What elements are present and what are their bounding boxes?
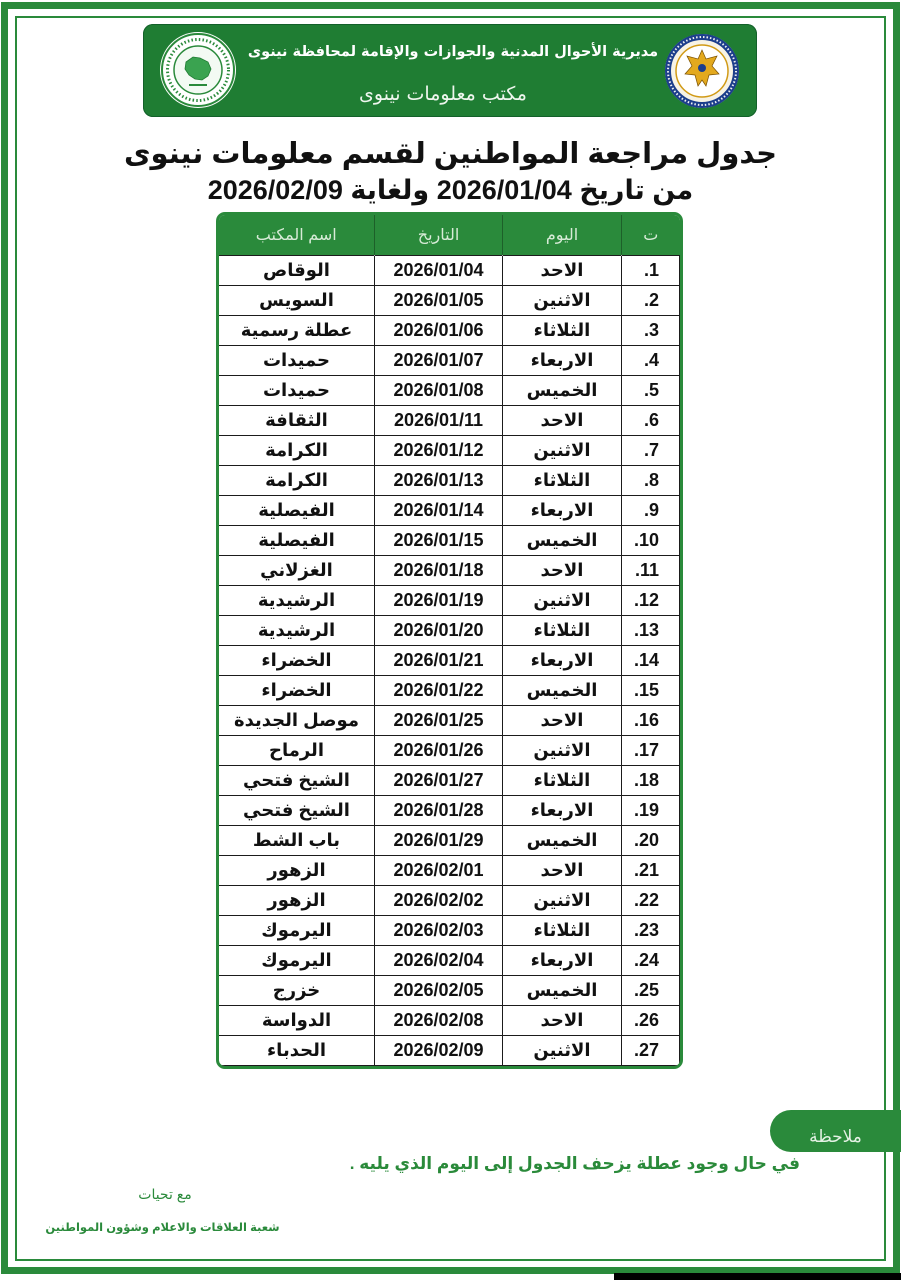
day-cell: الاثنين [503,1035,622,1065]
row-number-cell: 11. [622,555,680,585]
day-cell: الاثنين [503,885,622,915]
table-row [219,555,680,585]
office-cell: الدواسة [219,1005,375,1035]
row-number-cell: 17. [622,735,680,765]
office-cell: الخضراء [219,645,375,675]
row-number-cell: 4. [622,345,680,375]
office-cell: الخضراء [219,675,375,705]
note-label-badge: ملاحظة [770,1110,901,1152]
day-cell: الاثنين [503,285,622,315]
day-cell: الخميس [503,675,622,705]
row-number-cell: 20. [622,825,680,855]
table-row [219,285,680,315]
column-header-date: التاريخ [375,215,503,255]
table-row [219,1005,680,1035]
row-number-cell: 5. [622,375,680,405]
note-text: في حال وجود عطلة يزحف الجدول إلى اليوم الذي يليه . [349,1154,800,1173]
row-number-cell: 24. [622,945,680,975]
office-cell: حميدات [219,345,375,375]
table-row [219,705,680,735]
header-row [219,215,680,255]
date-cell: 2026/02/05 [375,975,503,1005]
day-cell: الخميس [503,975,622,1005]
table-header [219,215,680,255]
office-cell: خزرج [219,975,375,1005]
table-row [219,945,680,975]
office-cell: الرماح [219,735,375,765]
date-cell: 2026/01/19 [375,585,503,615]
date-cell: 2026/01/04 [375,255,503,285]
day-cell: الاثنين [503,585,622,615]
row-number-cell: 6. [622,405,680,435]
day-cell: الاثنين [503,435,622,465]
row-number-cell: 26. [622,1005,680,1035]
office-cell: الكرامة [219,465,375,495]
row-number-cell: 25. [622,975,680,1005]
row-number-cell: 23. [622,915,680,945]
day-cell: الثلاثاء [503,315,622,345]
office-cell: السويس [219,285,375,315]
office-cell: الزهور [219,885,375,915]
row-number-cell: 12. [622,585,680,615]
office-cell: الشيخ فتحي [219,795,375,825]
table-row [219,1035,680,1065]
row-number-cell: 22. [622,885,680,915]
table-row [219,645,680,675]
row-number-cell: 16. [622,705,680,735]
row-number-cell: 18. [622,765,680,795]
day-cell: الثلاثاء [503,915,622,945]
office-cell: الوقاص [219,255,375,285]
date-cell: 2026/02/04 [375,945,503,975]
date-cell: 2026/01/26 [375,735,503,765]
date-cell: 2026/01/20 [375,615,503,645]
date-cell: 2026/01/12 [375,435,503,465]
office-cell: اليرموك [219,915,375,945]
office-cell: الفيصلية [219,525,375,555]
row-number-cell: 10. [622,525,680,555]
date-cell: 2026/01/27 [375,765,503,795]
office-cell: الغزلاني [219,555,375,585]
table-row [219,495,680,525]
day-cell: الثلاثاء [503,615,622,645]
office-cell: موصل الجديدة [219,705,375,735]
date-cell: 2026/01/29 [375,825,503,855]
date-cell: 2026/02/01 [375,855,503,885]
row-number-cell: 13. [622,615,680,645]
table-row [219,435,680,465]
office-cell: عطلة رسمية [219,315,375,345]
date-cell: 2026/01/13 [375,465,503,495]
table-row [219,675,680,705]
day-cell: الاحد [503,1005,622,1035]
table-row [219,915,680,945]
page-title: جدول مراجعة المواطنين لقسم معلومات نينوى [123,138,778,170]
date-cell: 2026/01/18 [375,555,503,585]
column-header-day: اليوم [503,215,622,255]
date-cell: 2026/01/14 [375,495,503,525]
header-banner [143,24,757,117]
day-cell: الخميس [503,825,622,855]
table-row [219,615,680,645]
interior-ministry-emblem-icon [664,33,740,109]
table-row [219,465,680,495]
office-cell: باب الشط [219,825,375,855]
table-row [219,345,680,375]
day-cell: الخميس [503,375,622,405]
date-cell: 2026/01/22 [375,675,503,705]
office-cell: الكرامة [219,435,375,465]
office-cell: الحدباء [219,1035,375,1065]
civil-status-logo-icon [159,31,237,109]
date-cell: 2026/01/15 [375,525,503,555]
date-cell: 2026/01/05 [375,285,503,315]
column-header-office: اسم المكتب [219,215,375,255]
table-row [219,855,680,885]
table-row [219,975,680,1005]
date-cell: 2026/01/28 [375,795,503,825]
date-range-subtitle: من تاريخ 2026/01/04 ولغاية 2026/02/09 [207,175,694,205]
column-header-index: ت [622,215,680,255]
day-cell: الثلاثاء [503,465,622,495]
date-cell: 2026/02/02 [375,885,503,915]
table-row [219,525,680,555]
row-number-cell: 2. [622,285,680,315]
office-cell: الشيخ فتحي [219,765,375,795]
office-cell: الفيصلية [219,495,375,525]
date-cell: 2026/01/11 [375,405,503,435]
day-cell: الاربعاء [503,345,622,375]
office-cell: الثقافة [219,405,375,435]
day-cell: الاربعاء [503,645,622,675]
date-cell: 2026/01/25 [375,705,503,735]
date-cell: 2026/02/08 [375,1005,503,1035]
bottom-edge-bar [614,1273,901,1280]
day-cell: الاحد [503,555,622,585]
row-number-cell: 1. [622,255,680,285]
office-cell: الزهور [219,855,375,885]
table-row [219,585,680,615]
day-cell: الثلاثاء [503,765,622,795]
day-cell: الاحد [503,705,622,735]
row-number-cell: 9. [622,495,680,525]
date-cell: 2026/01/21 [375,645,503,675]
signature-greeting: مع تحيات [138,1186,192,1202]
day-cell: الاحد [503,855,622,885]
day-cell: الاحد [503,405,622,435]
table-row [219,825,680,855]
table-row [219,315,680,345]
office-cell: حميدات [219,375,375,405]
table-row [219,405,680,435]
day-cell: الاثنين [503,735,622,765]
table-row [219,375,680,405]
office-cell: الرشيدية [219,615,375,645]
signature-unit: شعبة العلاقات والاعلام وشؤون المواطنين [45,1222,280,1234]
row-number-cell: 19. [622,795,680,825]
date-cell: 2026/02/03 [375,915,503,945]
table-row [219,765,680,795]
date-cell: 2026/01/06 [375,315,503,345]
date-cell: 2026/01/08 [375,375,503,405]
office-cell: الرشيدية [219,585,375,615]
row-number-cell: 8. [622,465,680,495]
day-cell: الخميس [503,525,622,555]
office-name: مكتب معلومات نينوى [359,83,527,105]
schedule-table [216,212,683,1069]
table-row [219,735,680,765]
table-row [219,255,680,285]
row-number-cell: 7. [622,435,680,465]
day-cell: الاحد [503,255,622,285]
directorate-name: مديرية الأحوال المدنية والجوازات والإقامة لمحافظة نينوى [247,44,659,60]
row-number-cell: 3. [622,315,680,345]
day-cell: الاربعاء [503,795,622,825]
date-cell: 2026/01/07 [375,345,503,375]
schedule-body [219,255,680,1065]
office-cell: اليرموك [219,945,375,975]
table-row [219,885,680,915]
row-number-cell: 14. [622,645,680,675]
day-cell: الاربعاء [503,495,622,525]
table-row [219,795,680,825]
row-number-cell: 21. [622,855,680,885]
row-number-cell: 27. [622,1035,680,1065]
date-cell: 2026/02/09 [375,1035,503,1065]
row-number-cell: 15. [622,675,680,705]
day-cell: الاربعاء [503,945,622,975]
